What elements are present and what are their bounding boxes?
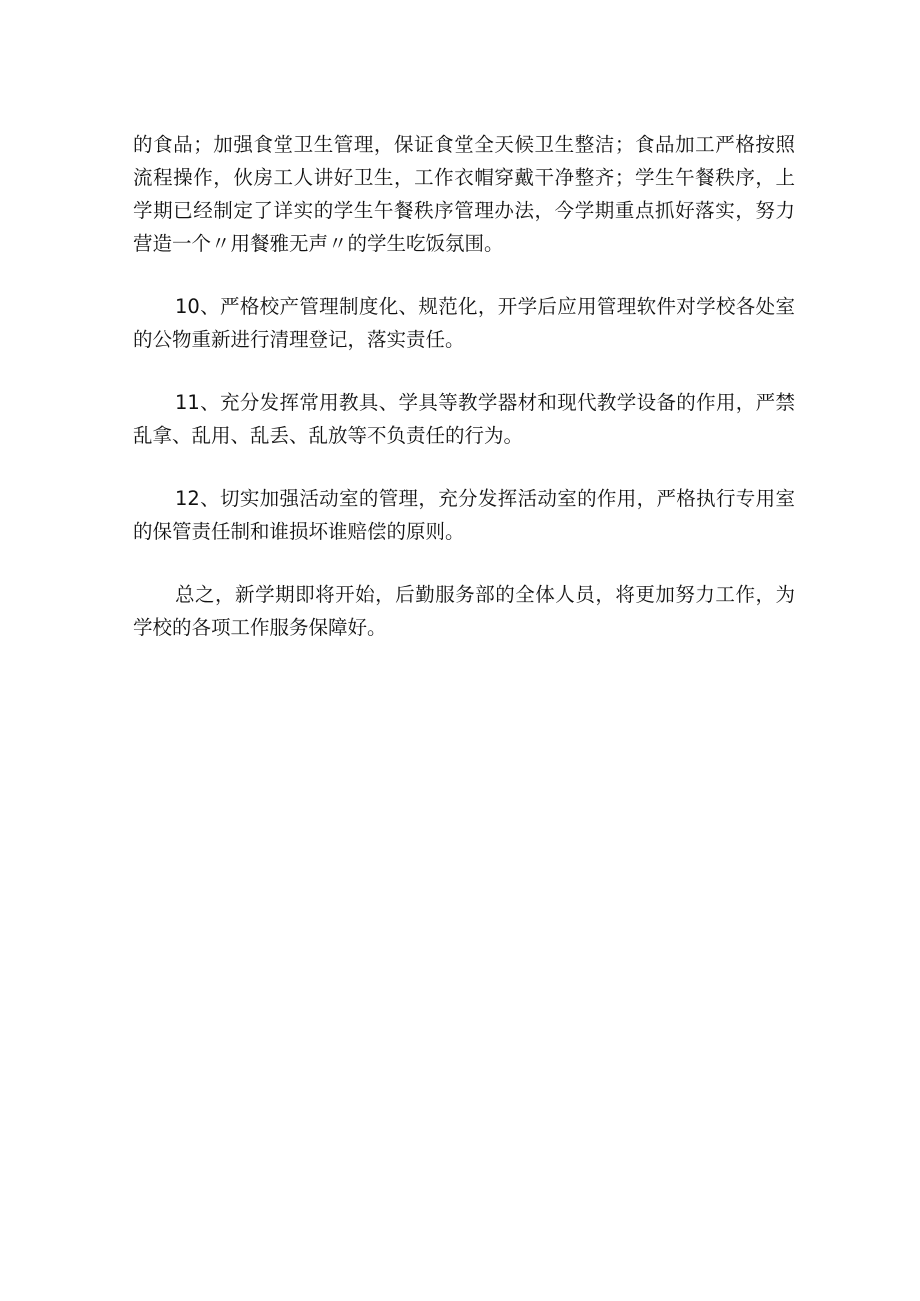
paragraph-food-management: 的食品；加强食堂卫生管理，保证食堂全天候卫生整洁；食品加工严格按照流程操作，伙房工人讲好卫生，工作衣帽穿戴干净整齐；学生午餐秩序，上学期已经制定了详实的学生午餐秩序管理办法，今学期重点抓好落实，努力营造一个〃用餐雅无声〃的学生吃饭氛围。: [133, 133, 795, 255]
paragraph-item-10: 10、严格校产管理制度化、规范化，开学后应用管理软件对学校各处室的公物重新进行清理登记，落实责任。: [133, 295, 795, 351]
paragraph-summary: 总之，新学期即将开始，后勤服务部的全体人员，将更加努力工作，为学校的各项工作服务保障好。: [133, 583, 795, 639]
paragraph-item-12: 12、切实加强活动室的管理，充分发挥活动室的作用，严格执行专用室的保管责任制和谁损坏谁赔偿的原则。: [133, 487, 795, 543]
document-page: [133, 128, 795, 674]
paragraph-item-11: 11、充分发挥常用教具、学具等教学器材和现代教学设备的作用，严禁乱拿、乱用、乱丢、乱放等不负责任的行为。: [133, 391, 795, 447]
